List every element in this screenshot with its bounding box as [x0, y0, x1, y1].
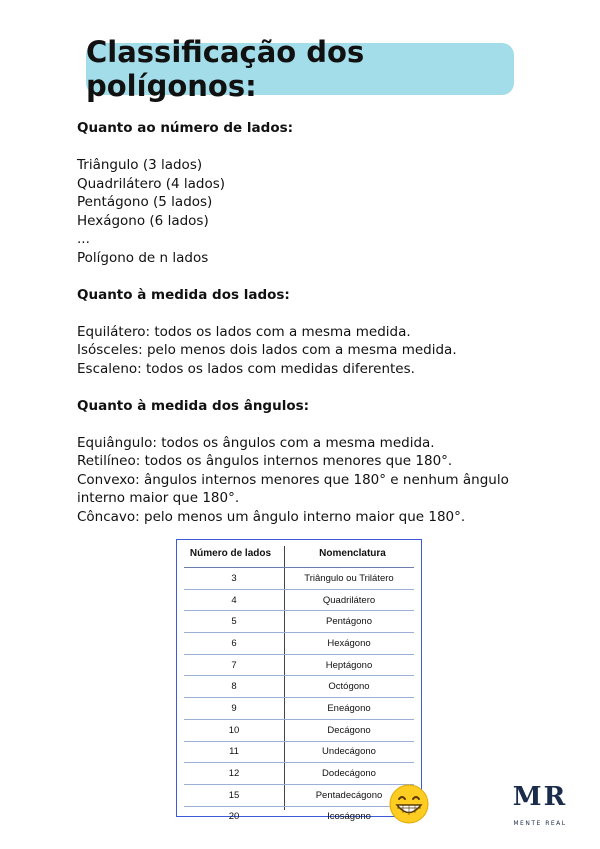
text-line: Hexágono (6 lados) — [77, 212, 209, 229]
text-line: Quadrilátero (4 lados) — [77, 175, 226, 192]
logo-text: MENTE REAL — [513, 820, 567, 827]
cell-sides: 7 — [231, 659, 237, 671]
cell-sides: 15 — [228, 789, 240, 801]
section-side-measure — [77, 286, 547, 379]
table-row — [184, 697, 414, 719]
text-line: Equiângulo: todos os ângulos com a mesma medida. — [77, 434, 435, 451]
cell-sides: 11 — [229, 746, 239, 758]
text-line: interno maior que 180°. — [77, 490, 240, 506]
header-sides: Número de lados — [189, 548, 272, 559]
cell-name: Pentágono — [326, 616, 372, 628]
text-line: Pentágono (5 lados) — [77, 194, 213, 210]
section-number-of-sides — [77, 119, 547, 267]
text-line: Côncavo: pelo menos um ângulo interno maior que 180°. — [77, 508, 466, 525]
cell-sides: 5 — [231, 616, 237, 628]
text-line: Triângulo (3 lados) — [77, 157, 203, 173]
cell-name: Heptágono — [325, 659, 373, 671]
table-row — [184, 567, 414, 589]
section-heading: Quanto ao número de lados: — [77, 120, 294, 136]
cell-name: Pentadecágono — [315, 789, 383, 801]
section-angle-measure — [77, 397, 547, 527]
cell-sides: 20 — [228, 811, 240, 823]
cell-name: Decágono — [327, 724, 371, 736]
text-line: Isósceles: pelo menos dois lados com a mesma medida. — [77, 342, 457, 358]
table-row — [184, 806, 414, 828]
cell-sides: 8 — [231, 681, 237, 693]
cell-sides: 3 — [231, 572, 237, 584]
text-line: Escaleno: todos os lados com medidas diferentes. — [77, 360, 415, 377]
table-row — [184, 675, 414, 697]
table-row — [184, 610, 414, 632]
header-name: Nomenclatura — [319, 548, 386, 559]
page-title: Classificação dos polígonos: — [86, 35, 365, 103]
table-row — [184, 784, 414, 806]
cell-name: Eneágono — [327, 702, 371, 714]
cell-sides: 6 — [231, 637, 237, 649]
cell-name: Quadrilátero — [322, 594, 376, 606]
cell-name: Triângulo ou Trilátero — [304, 572, 394, 584]
section-heading: Quanto à medida dos lados: — [77, 286, 290, 303]
polygon-table — [176, 539, 422, 823]
table-header — [177, 540, 421, 567]
cell-name: Dodecágono — [322, 768, 376, 780]
section-heading: Quanto à medida dos ângulos: — [77, 397, 310, 414]
cell-name: Icoságono — [327, 811, 371, 823]
cell-name: Undecágono — [322, 746, 376, 758]
table-row — [184, 741, 414, 763]
table-body — [184, 567, 414, 827]
cell-sides: 4 — [231, 594, 237, 606]
table-row — [184, 719, 414, 741]
table-row — [184, 632, 414, 654]
cell-sides: 10 — [228, 724, 240, 736]
logo-mark: MR — [512, 782, 568, 812]
text-line: ... — [77, 231, 90, 247]
cell-sides: 9 — [231, 702, 237, 714]
content-body — [77, 119, 547, 545]
brand-logo — [508, 782, 572, 827]
cell-name: Octógono — [328, 681, 370, 693]
grinning-face-icon — [389, 784, 429, 824]
cell-sides: 12 — [228, 768, 240, 780]
text-line: Equilátero: todos os lados com a mesma medida. — [77, 323, 411, 340]
cell-name: Hexágono — [327, 637, 371, 649]
text-line: Polígono de n lados — [77, 249, 209, 266]
table-row — [184, 589, 414, 611]
table-row — [184, 762, 414, 784]
table-row — [184, 654, 414, 676]
text-line: Retilíneo: todos os ângulos internos menores que 180°. — [77, 453, 453, 469]
text-line: Convexo: ângulos internos menores que 180° e nenhum ângulo — [77, 471, 509, 488]
title-banner — [86, 35, 514, 103]
